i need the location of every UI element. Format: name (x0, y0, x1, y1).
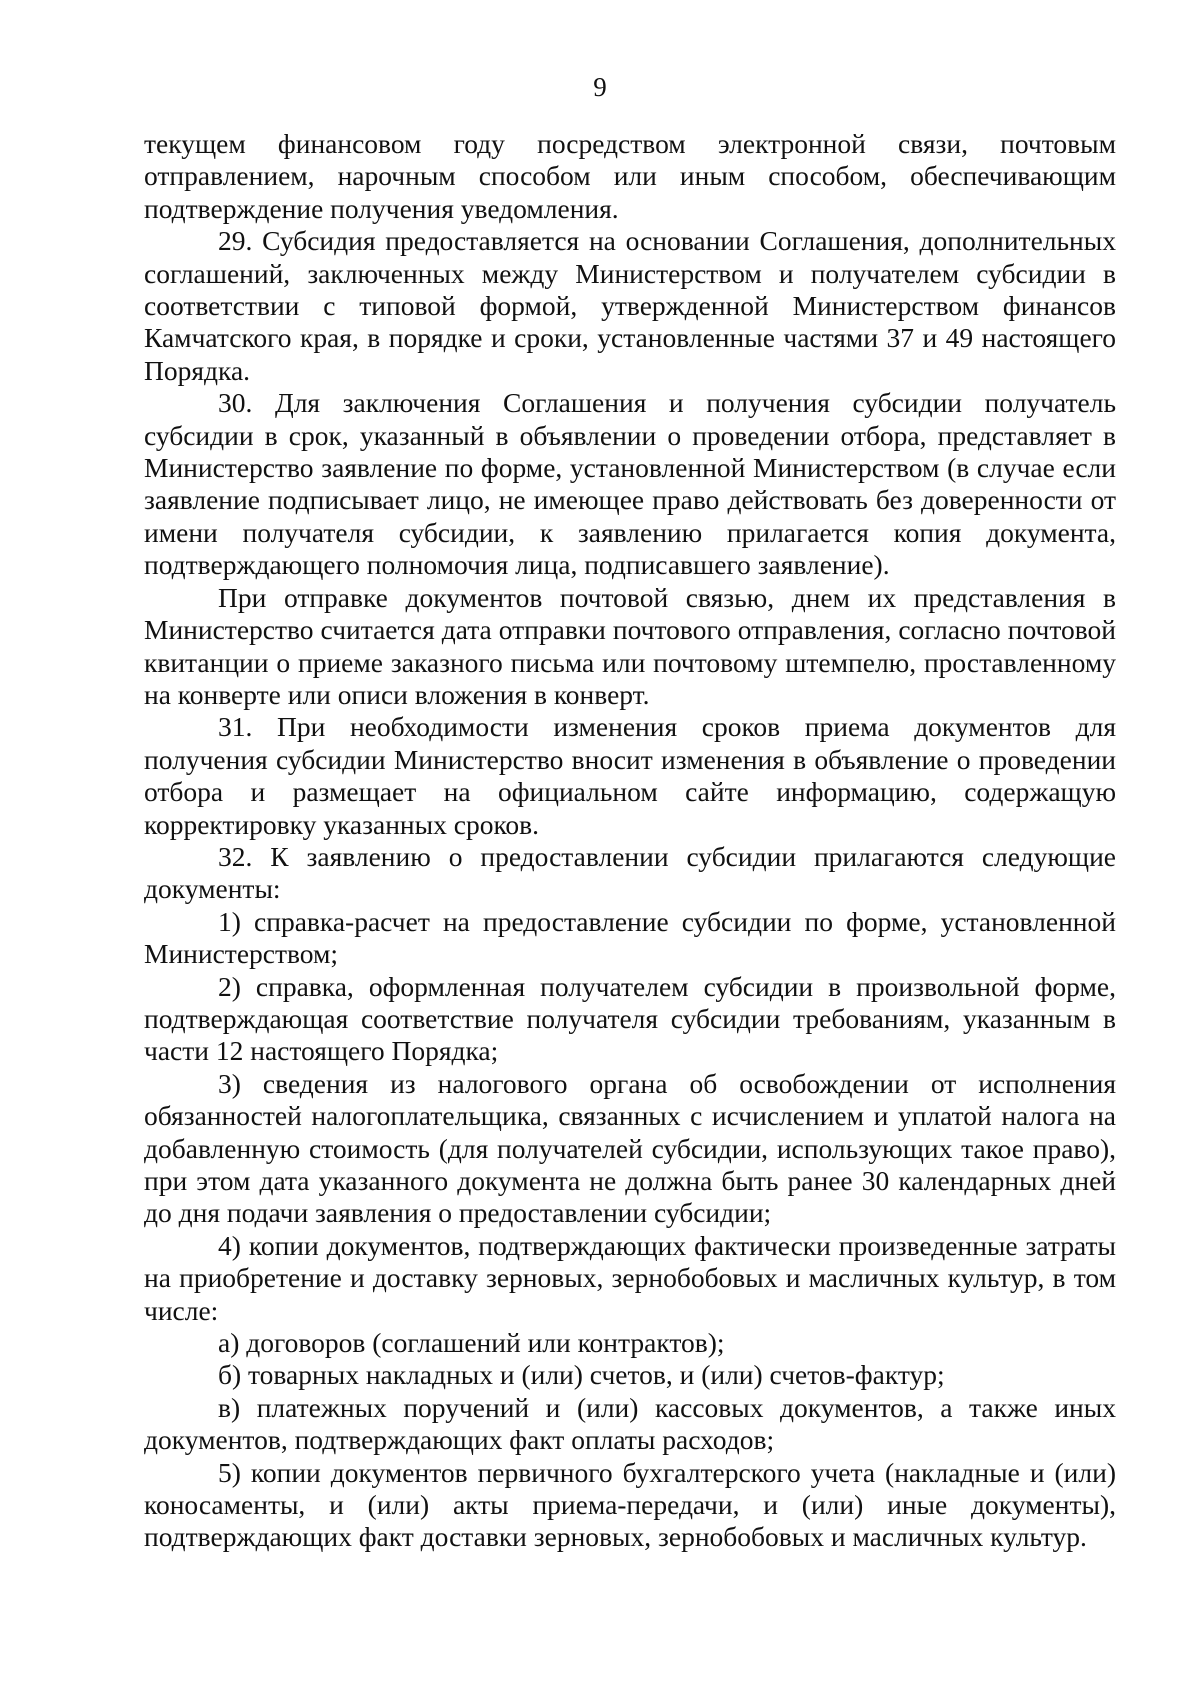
paragraph-item-30-mail: При отправке документов почтовой связью, днем их представления в Министерство считается дата отправки почтового отправления, согласно почтовой квитанции о приеме заказного письма или почтовому штемпелю, проставленному на конверте или описи вложения в конверт. (144, 581, 1116, 710)
list-item-32-5: 5) копии документов первичного бухгалтерского учета (накладные и (или) коносаменты, и (или) акты приема-передачи, и (или) иные документы), подтверждающих факт доставки зерновых, зернобобовых и масличных культур. (144, 1456, 1116, 1553)
list-item-32-4v: в) платежных поручений и (или) кассовых документов, а также иных документов, подтверждающих факт оплаты расходов; (144, 1391, 1116, 1456)
list-item-32-4: 4) копии документов, подтверждающих фактически произведенные затраты на приобретение и доставку зерновых, зернобобовых и масличных культур, в том числе: (144, 1229, 1116, 1326)
list-item-32-4a: а) договоров (соглашений или контрактов); (218, 1327, 725, 1359)
paragraph-item-31: 31. При необходимости изменения сроков приема документов для получения субсидии Министерство вносит изменения в объявление о проведении отбора и размещает на официальном сайте информацию, содержащую корректировку указанных сроков. (144, 711, 1116, 840)
paragraph-item-29: 29. Субсидия предоставляется на основании Соглашения, дополнительных соглашений, заключенных между Министерством и получателем субсидии в соответствии с типовой формой, утвержденной Министерством финансов Камчатского края, в порядке и сроки, установленные частями 37 и 49 настоящего Порядка. (144, 225, 1116, 386)
list-item-32-1: 1) справка-расчет на предоставление субсидии по форме, установленной Министерством; (144, 905, 1116, 970)
page-number: 9 (593, 72, 607, 102)
paragraph-continuation: текущем финансовом году посредством электронной связи, почтовым отправлением, нарочным способом или иным способом, обеспечивающим подтверждение получения уведомления. (144, 128, 1116, 224)
list-item-32-4b: б) товарных накладных и (или) счетов, и (или) счетов-фактур; (218, 1359, 945, 1391)
document-body (144, 128, 1116, 1554)
list-item-32-2: 2) справка, оформленная получателем субсидии в произвольной форме, подтверждающая соответствие получателя субсидии требованиям, указанным в части 12 настоящего Порядка; (144, 970, 1116, 1067)
paragraph-item-32: 32. К заявлению о предоставлении субсидии прилагаются следующие документы: (144, 840, 1116, 905)
list-item-32-3: 3) сведения из налогового органа об освобождении от исполнения обязанностей налогоплательщика, связанных с исчислением и уплатой налога на добавленную стоимость (для получателей субсидии, использующих такое право), при этом дата указанного документа не должна быть ранее 30 календарных дней до дня подачи заявления о предоставлении субсидии; (144, 1067, 1116, 1229)
paragraph-item-30: 30. Для заключения Соглашения и получения субсидии получатель субсидии в срок, указанный в объявлении о проведении отбора, представляет в Министерство заявление по форме, установленной Министерством (в случае если заявление подписывает лицо, не имеющее право действовать без доверенности от имени получателя субсидии, к заявлению прилагается копия документа, подтверждающего полномочия лица, подписавшего заявление). (144, 387, 1116, 581)
